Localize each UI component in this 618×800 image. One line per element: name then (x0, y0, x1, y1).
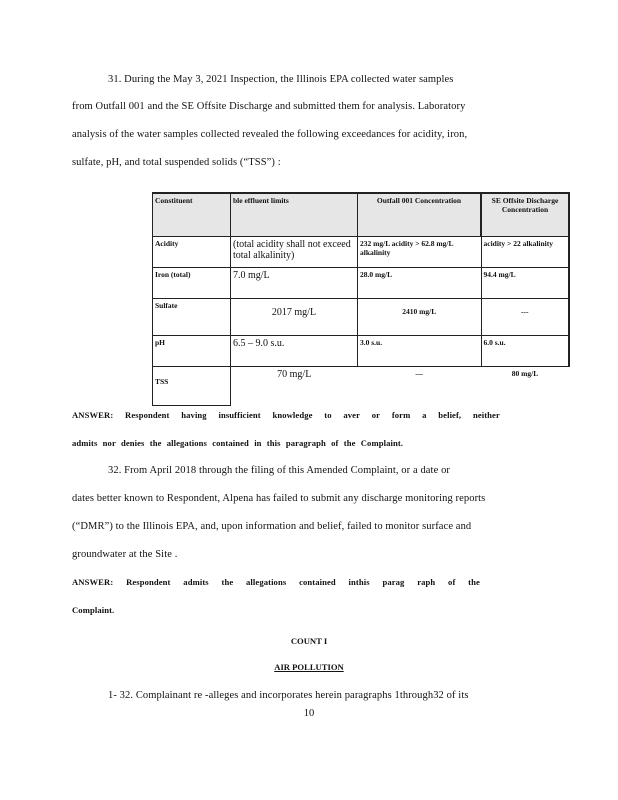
answer1-word: neither (472, 410, 500, 420)
cell-constituent: Sulfate (153, 299, 231, 336)
cell-limit: (total acidity shall not exceed total alkalinity) (231, 237, 358, 268)
answer2-word: parag (382, 577, 405, 587)
para32-line1: 32. From April 2018 through the filing of this Amended Complaint, or a date or (108, 465, 451, 476)
table-row (153, 299, 570, 336)
cell-limit: 7.0 mg/L (231, 268, 358, 299)
para32-line2: dates better known to Respondent, Alpena has failed to submit any discharge monitoring reports (72, 493, 486, 504)
cell-se: acidity > 22 alkalinity (481, 237, 569, 268)
cell-outfall: — (415, 369, 423, 378)
cell-se: 6.0 s.u. (481, 336, 569, 367)
answer2-word: ANSWER: (72, 577, 114, 587)
answer2-line2: Complaint. (72, 605, 115, 615)
cell-outfall: 2410 mg/L (358, 299, 482, 336)
answer2-word: inthis (348, 577, 370, 587)
cell-outfall: 232 mg/L acidity > 62.8 mg/L alkalinity (358, 237, 482, 268)
header-outfall: Outfall 001 Concentration (358, 193, 482, 237)
answer1-word: Respondent (125, 410, 170, 420)
answer2-word: of (448, 577, 456, 587)
para31-line2: from Outfall 001 and the SE Offsite Discharge and submitted them for analysis. Laboratory (72, 101, 466, 112)
answer2-word: raph (417, 577, 436, 587)
answer2-word: the (221, 577, 234, 587)
cell-outfall: 28.0 mg/L (358, 268, 482, 299)
count-subtitle (0, 662, 618, 672)
answer1-word: belief, (438, 410, 462, 420)
header-se-offsite: SE Offsite Discharge Concentration (481, 193, 569, 237)
cell-outfall: 3.0 s.u. (358, 336, 482, 367)
para1-32-line1: 1- 32. Complainant re -alleges and incorporates herein paragraphs 1through32 of its (108, 690, 469, 701)
table-row (153, 237, 570, 268)
answer1-word: insufficient (218, 410, 261, 420)
answer1-word: a (422, 410, 427, 420)
header-constituent: Constituent (153, 193, 231, 237)
cell-limit: 70 mg/L (277, 369, 312, 380)
answer2-word: contained (299, 577, 336, 587)
cell-constituent: pH (153, 336, 231, 367)
count-subtitle-text: AIR POLLUTION (274, 662, 344, 672)
cell-constituent: Acidity (153, 237, 231, 268)
answer1-word: knowledge (272, 410, 313, 420)
header-limits: ble effluent limits (231, 193, 358, 237)
answer1-word: form (391, 410, 411, 420)
para31-line3: analysis of the water samples collected revealed the following exceedances for acidity, iron, (72, 129, 468, 140)
exceedances-table (152, 192, 570, 406)
cell-constituent: TSS (153, 367, 231, 406)
cell-limit: 2017 mg/L (231, 299, 358, 336)
answer2-word: Respondent (126, 577, 171, 587)
answer2-line1 (72, 577, 480, 587)
answer2-word: allegations (246, 577, 287, 587)
answer1-word: to (324, 410, 332, 420)
answer1-word: having (181, 410, 207, 420)
cell-constituent: Iron (total) (153, 268, 231, 299)
page-number: 10 (303, 708, 315, 719)
count-title: COUNT I (290, 636, 328, 646)
answer1-line1 (72, 410, 500, 420)
table-row (153, 336, 570, 367)
table-row (153, 268, 570, 299)
cell-se: 94.4 mg/L (481, 268, 569, 299)
answer2-word: the (468, 577, 480, 587)
answer2-word: admits (183, 577, 209, 587)
cell-se: --- (481, 299, 569, 336)
para32-line4: groundwater at the Site . (72, 549, 178, 560)
para31-line4: sulfate, pH, and total suspended solids (“TSS”) : (72, 157, 281, 168)
cell-limit: 6.5 – 9.0 s.u. (231, 336, 358, 367)
para31-line1: 31. During the May 3, 2021 Inspection, the Illinois EPA collected water samples (108, 74, 454, 85)
answer1-word: aver (343, 410, 361, 420)
para32-line3: (“DMR”) to the Illinois EPA, and, upon information and belief, failed to monitor surface and (72, 521, 472, 532)
table-header-row (153, 193, 570, 237)
cell-se: 80 mg/L (511, 369, 539, 378)
table-row (153, 367, 570, 406)
answer1-line2: admits nor denies the allegations contained in this paragraph of the Complaint. (72, 438, 404, 448)
answer1-word: or (371, 410, 381, 420)
answer1-word: ANSWER: (72, 410, 114, 420)
